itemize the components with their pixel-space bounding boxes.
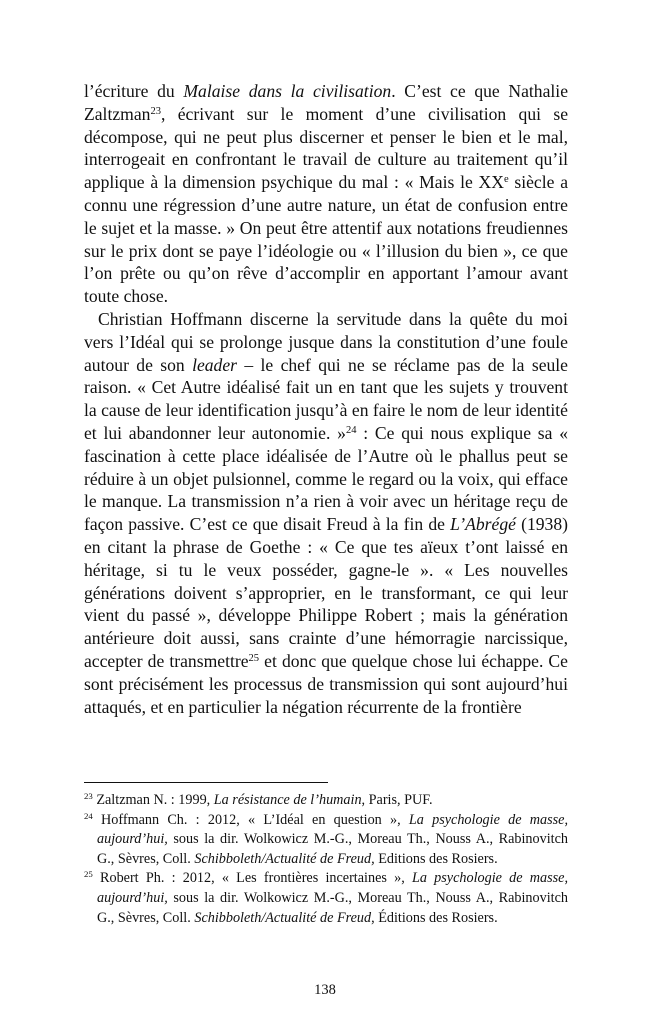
paragraph-1 bbox=[84, 80, 568, 308]
italic-span: La psychologie de masse, aujourd’hui, bbox=[97, 811, 568, 848]
footnote-24 bbox=[84, 811, 568, 870]
text-span: (1938) en citant la phrase de Goethe : « Ce que tes aïeux t’ont laissé en héritage, si tu le veux posséder, gagne-le ». « Les nouvelles générations doivent s’approprier, en le transformant, ce qui leur vient du passé », développe Philippe Robert ; mais la génération antérieure doit aussi, sans crainte d’une hémorragie narcissique, accepter de transmettre bbox=[84, 514, 568, 671]
footnotes bbox=[84, 791, 568, 928]
footnote-23 bbox=[84, 791, 568, 811]
text-span: l’écriture du bbox=[84, 81, 184, 101]
page-number: 138 bbox=[314, 982, 336, 998]
paragraph-2 bbox=[84, 308, 568, 718]
italic-span: L’Abrégé bbox=[450, 514, 516, 535]
text-span: : Ce qui nous explique sa « fascination à cette place idéalisée de l’Autre où le phallus peut se réduire à un objet pulsionnel, comme le regard ou la voix, qui efface le manque. La transmission n’a rien à voir avec un héritage reçu de façon passive. C’est ce que disait Freud à la fin de bbox=[84, 422, 568, 535]
footnote-separator bbox=[84, 782, 328, 783]
italic-span: Schibboleth/Actualité de Freud, bbox=[194, 850, 375, 867]
note-ref: 23 bbox=[84, 791, 93, 802]
italic-span: leader bbox=[192, 354, 238, 375]
text-span: Hoffmann Ch. : 2012, « L’Idéal en question », bbox=[92, 811, 409, 828]
text-span: , Éditions des Rosiers. bbox=[371, 909, 498, 926]
text-span: Zaltzman N. : 1999, bbox=[92, 792, 214, 808]
page-body bbox=[84, 80, 568, 718]
footnote-25 bbox=[84, 869, 568, 928]
text-span: Editions des Rosiers. bbox=[374, 850, 498, 867]
note-ref: 24 bbox=[84, 810, 93, 821]
body-text bbox=[84, 80, 568, 718]
note-ref: 25 bbox=[248, 653, 260, 665]
italic-span: La psychologie de masse, aujourd’hui, bbox=[97, 870, 568, 906]
text-span: – le chef qui ne se réclame pas de la seule raison. « Cet Autre idéalisé fait un en tant que les sujets y trouvent la cause de leur identification jusqu’à en faire le nom de leur identité et lui abandonner leur autonomie. » bbox=[84, 354, 568, 443]
text-span: et donc que quelque chose lui échappe. Ce sont précisément les processus de transmission qui sont aujourd’hui attaqués, et en particulier la négation récurrente de la frontière bbox=[84, 650, 568, 717]
note-ref: 24 bbox=[345, 425, 357, 437]
note-ref: e bbox=[503, 174, 509, 186]
text-span: sous la dir. Wolkowicz M.-G., Moreau Th., Nouss A., Rabinovitch G., Sèvres, Coll. bbox=[97, 889, 568, 926]
text-span: siècle a connu une régression d’une autre nature, un état de confusion entre le sujet et la masse. » On peut être attentif aux notations freudiennes sur le prix dont se paye l’idéologie ou « l’illusion du bien », ce que l’on prête ou qu’on rêve d’accomplir en apportant l’amour avant toute chose. bbox=[84, 172, 569, 307]
text-span: sous la dir. Wolkowicz M.-G., Moreau Th., Nouss A., Rabinovitch G., Sèvres, Coll. bbox=[97, 831, 568, 867]
note-ref: 23 bbox=[150, 106, 161, 117]
italic-span: La résistance de l’humain bbox=[213, 792, 362, 808]
text-span: , écrivant sur le moment d’une civilisation qui se décompose, qui ne peut plus discerner et penser le bien et le mal, interrogeait en confrontant le travail de culture au traitement qu’il applique à la dimension psychique du mal : « Mais le XX bbox=[84, 103, 568, 193]
italic-span: Schibboleth/Actualité de Freud bbox=[194, 909, 372, 926]
text-span: Robert Ph. : 2012, « Les frontières incertaines », bbox=[92, 870, 412, 887]
text-span: . C’est ce que Nathalie Zaltzman bbox=[84, 81, 569, 124]
text-span: Christian Hoffmann discerne la servitude dans la quête du moi vers l’Idéal qui se prolonge jusque dans la constitution d’une foule autour de son bbox=[84, 308, 568, 375]
text-span: , Paris, PUF. bbox=[361, 792, 433, 808]
note-ref: 25 bbox=[84, 869, 93, 880]
italic-span: Malaise dans la civilisation bbox=[183, 81, 392, 101]
